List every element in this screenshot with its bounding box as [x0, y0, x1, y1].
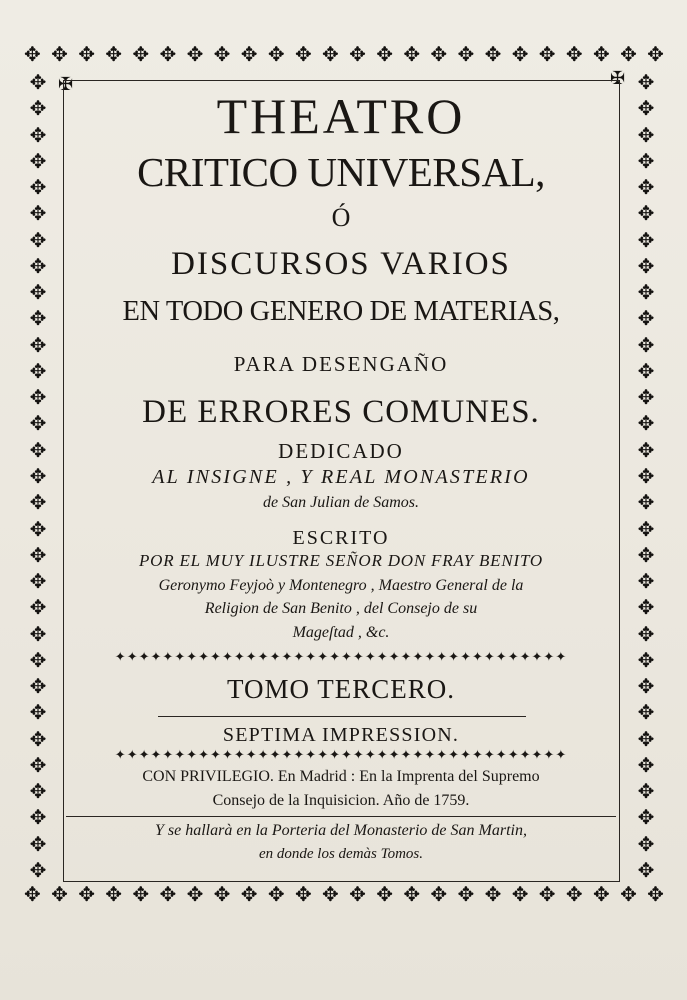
ornament-fleuron-icon: ✥: [637, 831, 655, 856]
ornament-fleuron-icon: ✥: [349, 882, 366, 906]
ornament-fleuron-icon: ✥: [267, 42, 285, 66]
fleuron-icon: ✦: [436, 650, 449, 665]
fleuron-icon: ✦: [388, 748, 401, 763]
ornament-fleuron-icon: ✥: [637, 385, 655, 410]
fleuron-icon: ✦: [269, 650, 282, 665]
fleuron-icon: ✦: [305, 748, 318, 763]
fleuron-icon: ✦: [329, 748, 341, 763]
fleuron-icon: ✦: [471, 650, 484, 665]
ornament-fleuron-icon: ✥: [403, 882, 421, 906]
ornament-fleuron-icon: ✥: [29, 752, 47, 777]
fleuron-icon: ✦: [245, 650, 258, 665]
ornament-fleuron-icon: ✥: [29, 70, 47, 94]
dedication-line-1: AL INSIGNE , Y REAL MONASTERIO: [152, 466, 530, 488]
ornament-fleuron-icon: ✥: [24, 42, 41, 66]
ornament-fleuron-icon: ✥: [637, 437, 655, 462]
fleuron-divider: [66, 650, 616, 665]
fleuron-icon: ✦: [221, 748, 234, 763]
volume-label: TOMO TERCERO.: [226, 674, 456, 704]
fleuron-icon: ✦: [341, 748, 353, 763]
ornament-fleuron-icon: ✥: [159, 882, 177, 906]
sale-line-1: Y se hallarà en la Porteria del Monasterio de San Martin,: [155, 822, 527, 839]
ornament-fleuron-icon: ✥: [637, 332, 655, 357]
fleuron-icon: ✦: [150, 650, 163, 665]
ornament-fleuron-icon: ✥: [637, 175, 655, 200]
fleuron-icon: ✦: [138, 650, 151, 665]
ornament-fleuron-icon: ✥: [132, 882, 150, 906]
ornament-fleuron-icon: ✥: [78, 882, 95, 906]
author-line-3: Religion de San Benito , del Consejo de su: [204, 600, 478, 617]
ornament-fleuron-icon: ✥: [484, 882, 502, 906]
ornament-fleuron-icon: ✥: [29, 595, 47, 620]
rule-lower: [66, 816, 616, 817]
ornament-fleuron-icon: ✥: [29, 857, 47, 882]
ornament-fleuron-icon: ✥: [294, 882, 312, 906]
ornament-fleuron-icon: ✥: [637, 411, 655, 436]
fleuron-icon: ✦: [150, 748, 163, 763]
fleuron-icon: ✦: [495, 650, 508, 665]
ornament-fleuron-icon: ✥: [29, 674, 47, 699]
ornament-fleuron-icon: ✥: [29, 700, 47, 725]
fleuron-icon: ✦: [412, 748, 425, 763]
ornament-fleuron-icon: ✥: [105, 882, 123, 906]
fleuron-icon: ✦: [257, 650, 270, 665]
sale-line-2: en donde los demàs Tomos.: [258, 846, 424, 862]
ornament-fleuron-icon: ✥: [240, 882, 258, 906]
fleuron-icon: ✦: [126, 650, 139, 665]
ornament-fleuron-icon: ✥: [637, 358, 655, 383]
subtitle-line-3: PARA DESENGAÑO: [233, 352, 449, 376]
fleuron-icon: ✦: [436, 748, 449, 763]
corner-cross-icon: ✠: [610, 68, 626, 89]
ornament-fleuron-icon: ✥: [637, 122, 655, 147]
ornament-fleuron-icon: ✥: [637, 490, 655, 515]
fleuron-icon: ✦: [555, 650, 568, 665]
ornament-fleuron-icon: ✥: [592, 42, 610, 66]
ornament-fleuron-icon: ✥: [322, 882, 339, 906]
fleuron-icon: ✦: [281, 650, 294, 665]
ornament-fleuron-icon: ✥: [637, 569, 655, 594]
fleuron-icon: ✦: [424, 748, 437, 763]
ornament-fleuron-icon: ✥: [29, 621, 47, 646]
ornament-fleuron-icon: ✥: [637, 726, 655, 751]
author-line-4: Mageſtad , &c.: [292, 624, 390, 641]
dedication-line-2: de San Julian de Samos.: [263, 494, 419, 511]
fleuron-icon: ✦: [400, 650, 413, 665]
ornament-fleuron-icon: ✥: [29, 332, 47, 357]
fleuron-icon: ✦: [329, 650, 341, 665]
fleuron-icon: ✦: [233, 748, 246, 763]
ornament-fleuron-icon: ✥: [620, 42, 637, 66]
fleuron-icon: ✦: [126, 748, 139, 763]
fleuron-icon: ✦: [317, 748, 330, 763]
dedication-heading: DEDICADO: [278, 439, 404, 463]
ornament-fleuron-icon: ✥: [29, 148, 47, 173]
ornament-fleuron-icon: ✥: [29, 96, 47, 121]
author-heading: ESCRITO: [292, 527, 390, 549]
ornament-fleuron-icon: ✥: [29, 516, 47, 541]
fleuron-icon: ✦: [352, 748, 365, 763]
fleuron-divider: [66, 748, 616, 763]
ornament-fleuron-icon: ✥: [294, 42, 312, 66]
fleuron-icon: ✦: [543, 650, 556, 665]
ornament-fleuron-icon: ✥: [484, 42, 502, 66]
subtitle-line-1: DISCURSOS VARIOS: [171, 246, 511, 282]
ornament-fleuron-icon: ✥: [322, 42, 339, 66]
ornament-fleuron-icon: ✥: [132, 42, 150, 66]
author-line-1: POR EL MUY ILUSTRE SEÑOR DON FRAY BENITO: [139, 551, 543, 570]
subtitle-line-4: DE ERRORES COMUNES.: [142, 394, 540, 430]
fleuron-icon: ✦: [293, 650, 306, 665]
ornament-fleuron-icon: ✥: [29, 175, 47, 200]
fleuron-icon: ✦: [460, 748, 472, 763]
ornament-fleuron-icon: ✥: [29, 358, 47, 383]
ornament-fleuron-icon: ✥: [637, 516, 655, 541]
fleuron-icon: ✦: [352, 650, 365, 665]
fleuron-icon: ✦: [198, 650, 211, 665]
fleuron-icon: ✦: [198, 748, 211, 763]
title-line-3: Ó: [331, 203, 351, 232]
ornament-fleuron-icon: ✥: [565, 882, 583, 906]
ornament-fleuron-icon: ✥: [637, 70, 655, 94]
fleuron-icon: ✦: [174, 650, 187, 665]
ornament-fleuron-icon: ✥: [637, 227, 655, 252]
ornament-fleuron-icon: ✥: [29, 726, 47, 751]
ornament-fleuron-icon: ✥: [637, 463, 655, 488]
ornament-fleuron-icon: ✥: [29, 227, 47, 252]
ornament-fleuron-icon: ✥: [29, 306, 47, 331]
ornament-fleuron-icon: ✥: [186, 42, 204, 66]
ornament-fleuron-icon: ✥: [240, 42, 258, 66]
edition-label: SEPTIMA IMPRESSION.: [222, 724, 460, 746]
ornament-fleuron-icon: ✥: [637, 542, 655, 567]
ornament-fleuron-icon: ✥: [511, 42, 529, 66]
ornament-fleuron-icon: ✥: [29, 805, 47, 830]
fleuron-icon: ✦: [376, 650, 389, 665]
ornament-fleuron-icon: ✥: [403, 42, 421, 66]
fleuron-icon: ✦: [162, 650, 175, 665]
fleuron-icon: ✦: [186, 650, 199, 665]
fleuron-icon: ✦: [519, 650, 532, 665]
fleuron-icon: ✦: [281, 748, 294, 763]
ornament-fleuron-icon: ✥: [637, 700, 655, 725]
fleuron-icon: ✦: [221, 650, 234, 665]
ornament-fleuron-icon: ✥: [29, 411, 47, 436]
title-line-1: THEATRO: [216, 88, 466, 144]
ornament-fleuron-icon: ✥: [538, 42, 556, 66]
ornament-fleuron-icon: ✥: [565, 42, 583, 66]
ornament-fleuron-icon: ✥: [29, 122, 47, 147]
ornament-fleuron-icon: ✥: [186, 882, 204, 906]
ornament-fleuron-icon: ✥: [29, 201, 47, 226]
ornament-fleuron-icon: ✥: [29, 831, 47, 856]
ornament-fleuron-icon: ✥: [637, 595, 655, 620]
corner-cross-icon: ✠: [58, 74, 74, 95]
ornament-fleuron-icon: ✥: [213, 42, 231, 66]
ornament-fleuron-icon: ✥: [78, 42, 95, 66]
ornament-fleuron-icon: ✥: [376, 882, 393, 906]
fleuron-icon: ✦: [210, 748, 222, 763]
ornament-fleuron-icon: ✥: [29, 280, 47, 305]
ornament-fleuron-icon: ✥: [376, 42, 393, 66]
ornament-fleuron-icon: ✥: [637, 805, 655, 830]
ornament-fleuron-icon: ✥: [51, 882, 68, 906]
fleuron-icon: ✦: [483, 748, 496, 763]
ornament-fleuron-icon: ✥: [29, 437, 47, 462]
ornament-fleuron-icon: ✥: [29, 253, 47, 278]
ornament-fleuron-icon: ✥: [647, 882, 664, 906]
fleuron-icon: ✦: [376, 748, 389, 763]
fleuron-icon: ✦: [174, 748, 187, 763]
fleuron-icon: ✦: [471, 748, 484, 763]
ornament-fleuron-icon: ✥: [592, 882, 610, 906]
fleuron-icon: ✦: [531, 748, 544, 763]
fleuron-icon: ✦: [210, 650, 222, 665]
fleuron-icon: ✦: [114, 650, 127, 665]
ornament-fleuron-icon: ✥: [105, 42, 123, 66]
fleuron-icon: ✦: [448, 650, 461, 665]
fleuron-icon: ✦: [519, 748, 532, 763]
ornament-fleuron-icon: ✥: [637, 779, 655, 804]
author-line-2: Geronymo Feyjoò y Montenegro , Maestro General de la: [158, 577, 524, 594]
fleuron-icon: ✦: [507, 650, 520, 665]
ornament-fleuron-icon: ✥: [637, 253, 655, 278]
fleuron-icon: ✦: [364, 748, 377, 763]
ornament-fleuron-icon: ✥: [51, 42, 68, 66]
fleuron-icon: ✦: [424, 650, 437, 665]
fleuron-icon: ✦: [364, 650, 377, 665]
fleuron-icon: ✦: [257, 748, 270, 763]
fleuron-icon: ✦: [543, 748, 556, 763]
fleuron-icon: ✦: [305, 650, 318, 665]
fleuron-icon: ✦: [245, 748, 258, 763]
ornament-border-right: [632, 70, 660, 882]
ornament-fleuron-icon: ✥: [637, 857, 655, 882]
fleuron-icon: ✦: [114, 748, 127, 763]
fleuron-icon: ✦: [341, 650, 353, 665]
fleuron-icon: ✦: [186, 748, 199, 763]
ornament-fleuron-icon: ✥: [637, 647, 655, 672]
fleuron-icon: ✦: [448, 748, 461, 763]
fleuron-icon: ✦: [507, 748, 520, 763]
ornament-fleuron-icon: ✥: [637, 201, 655, 226]
ornament-fleuron-icon: ✥: [647, 42, 664, 66]
fleuron-icon: ✦: [388, 650, 401, 665]
ornament-fleuron-icon: ✥: [637, 306, 655, 331]
ornament-fleuron-icon: ✥: [29, 647, 47, 672]
rule-upper: [158, 716, 526, 717]
ornament-fleuron-icon: ✥: [213, 882, 231, 906]
ornament-fleuron-icon: ✥: [457, 42, 475, 66]
fleuron-icon: ✦: [162, 748, 175, 763]
imprint-line-2: Consejo de la Inquisicion. Año de 1759.: [212, 792, 470, 809]
ornament-fleuron-icon: ✥: [637, 280, 655, 305]
title-line-2: CRITICO UNIVERSAL,: [137, 149, 545, 195]
ornament-fleuron-icon: ✥: [538, 882, 556, 906]
imprint-line-1: CON PRIVILEGIO. En Madrid : En la Imprenta del Supremo: [142, 768, 540, 785]
ornament-fleuron-icon: ✥: [29, 569, 47, 594]
ornament-fleuron-icon: ✥: [637, 148, 655, 173]
fleuron-icon: ✦: [400, 748, 413, 763]
subtitle-line-2: EN TODO GENERO DE MATERIAS,: [122, 296, 560, 327]
ornament-border-left: [24, 70, 52, 882]
ornament-fleuron-icon: ✥: [159, 42, 177, 66]
ornament-border-bottom: [24, 882, 664, 910]
fleuron-icon: ✦: [233, 650, 246, 665]
fleuron-icon: ✦: [317, 650, 330, 665]
ornament-fleuron-icon: ✥: [29, 385, 47, 410]
ornament-fleuron-icon: ✥: [29, 463, 47, 488]
fleuron-icon: ✦: [412, 650, 425, 665]
ornament-fleuron-icon: ✥: [637, 621, 655, 646]
ornament-fleuron-icon: ✥: [29, 490, 47, 515]
fleuron-icon: ✦: [269, 748, 282, 763]
ornament-fleuron-icon: ✥: [457, 882, 475, 906]
ornament-fleuron-icon: ✥: [637, 752, 655, 777]
ornament-fleuron-icon: ✥: [637, 674, 655, 699]
ornament-fleuron-icon: ✥: [349, 42, 366, 66]
fleuron-icon: ✦: [555, 748, 568, 763]
fleuron-icon: ✦: [293, 748, 306, 763]
fleuron-icon: ✦: [483, 650, 496, 665]
ornament-border-top: [24, 42, 664, 70]
fleuron-icon: ✦: [138, 748, 151, 763]
ornament-fleuron-icon: ✥: [29, 779, 47, 804]
ornament-fleuron-icon: ✥: [267, 882, 285, 906]
ornament-fleuron-icon: ✥: [430, 882, 448, 906]
ornament-fleuron-icon: ✥: [430, 42, 448, 66]
ornament-fleuron-icon: ✥: [511, 882, 529, 906]
fleuron-icon: ✦: [495, 748, 508, 763]
ornament-fleuron-icon: ✥: [620, 882, 637, 906]
fleuron-icon: ✦: [531, 650, 544, 665]
ornament-fleuron-icon: ✥: [29, 542, 47, 567]
fleuron-icon: ✦: [460, 650, 472, 665]
ornament-fleuron-icon: ✥: [24, 882, 41, 906]
ornament-fleuron-icon: ✥: [637, 96, 655, 121]
